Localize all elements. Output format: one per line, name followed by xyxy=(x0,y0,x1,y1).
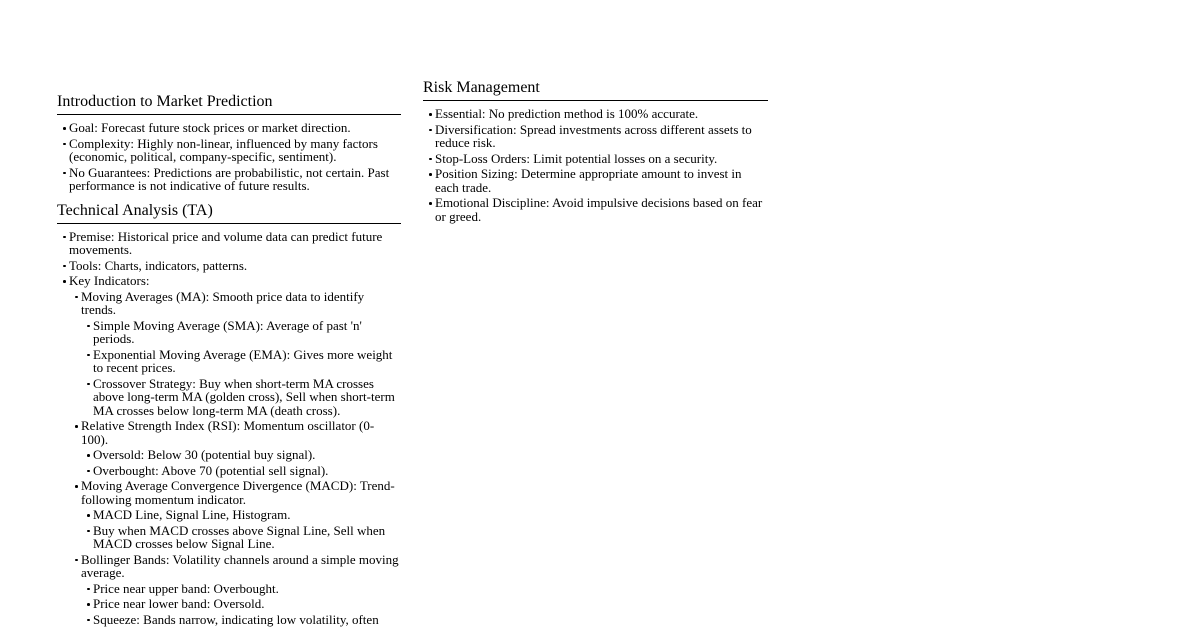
list-item: Premise: Historical price and volume data can predict future movements. xyxy=(57,230,401,257)
rsi-label: Relative Strength Index (RSI): Momentum oscillator (0-100). xyxy=(81,418,375,447)
ta-list xyxy=(57,230,401,627)
list-item: Overbought: Above 70 (potential sell signal). xyxy=(81,464,401,478)
list-item: Diversification: Spread investments across different assets to reduce risk. xyxy=(423,123,768,150)
indicator-bollinger xyxy=(69,553,401,627)
ma-list xyxy=(81,319,401,418)
risk-list xyxy=(423,107,768,223)
rsi-list xyxy=(81,448,401,477)
list-item: Price near upper band: Overbought. xyxy=(81,582,401,596)
indicator-ma xyxy=(69,290,401,418)
list-item: Tools: Charts, indicators, patterns. xyxy=(57,259,401,273)
list-item: Buy when MACD crosses above Signal Line, Sell when MACD crosses below Signal Line. xyxy=(81,524,401,551)
list-item: Complexity: Highly non-linear, influenced by many factors (economic, political, company-specific, sentiment). xyxy=(57,137,401,164)
list-item: Simple Moving Average (SMA): Average of past 'n' periods. xyxy=(81,319,401,346)
list-item: No Guarantees: Predictions are probabilistic, not certain. Past performance is not indicative of future results. xyxy=(57,166,401,193)
list-item: Essential: No prediction method is 100% accurate. xyxy=(423,107,768,121)
list-item: Crossover Strategy: Buy when short-term MA crosses above long-term MA (golden cross), Sell when short-term MA crosses below long-term MA (death cross). xyxy=(81,377,401,418)
list-item: Squeeze: Bands narrow, indicating low volatility, often xyxy=(81,613,401,627)
list-item-key-indicators xyxy=(57,274,401,626)
intro-section xyxy=(57,92,401,193)
macd-list xyxy=(81,508,401,551)
list-item: Emotional Discipline: Avoid impulsive decisions based on fear or greed. xyxy=(423,196,768,223)
indicator-rsi xyxy=(69,419,401,477)
list-item: Goal: Forecast future stock prices or market direction. xyxy=(57,121,401,135)
key-indicators-label: Key Indicators: xyxy=(69,273,150,288)
left-column xyxy=(57,92,401,628)
risk-heading: Risk Management xyxy=(423,78,768,101)
ma-label: Moving Averages (MA): Smooth price data to identify trends. xyxy=(81,288,365,317)
list-item: MACD Line, Signal Line, Histogram. xyxy=(81,508,401,522)
risk-section xyxy=(423,78,768,223)
list-item: Price near lower band: Oversold. xyxy=(81,597,401,611)
ta-section xyxy=(57,201,401,627)
macd-label: Moving Average Convergence Divergence (MACD): Trend-following momentum indicator. xyxy=(81,478,395,507)
indicator-macd xyxy=(69,479,401,551)
bb-list xyxy=(81,582,401,627)
ta-heading: Technical Analysis (TA) xyxy=(57,201,401,224)
intro-list xyxy=(57,121,401,193)
list-item: Stop-Loss Orders: Limit potential losses on a security. xyxy=(423,152,768,166)
intro-heading: Introduction to Market Prediction xyxy=(57,92,401,115)
indicator-list xyxy=(69,290,401,627)
right-column xyxy=(423,78,768,225)
list-item: Exponential Moving Average (EMA): Gives more weight to recent prices. xyxy=(81,348,401,375)
list-item: Oversold: Below 30 (potential buy signal). xyxy=(81,448,401,462)
bb-label: Bollinger Bands: Volatility channels around a simple moving average. xyxy=(81,551,399,580)
list-item: Position Sizing: Determine appropriate amount to invest in each trade. xyxy=(423,167,768,194)
